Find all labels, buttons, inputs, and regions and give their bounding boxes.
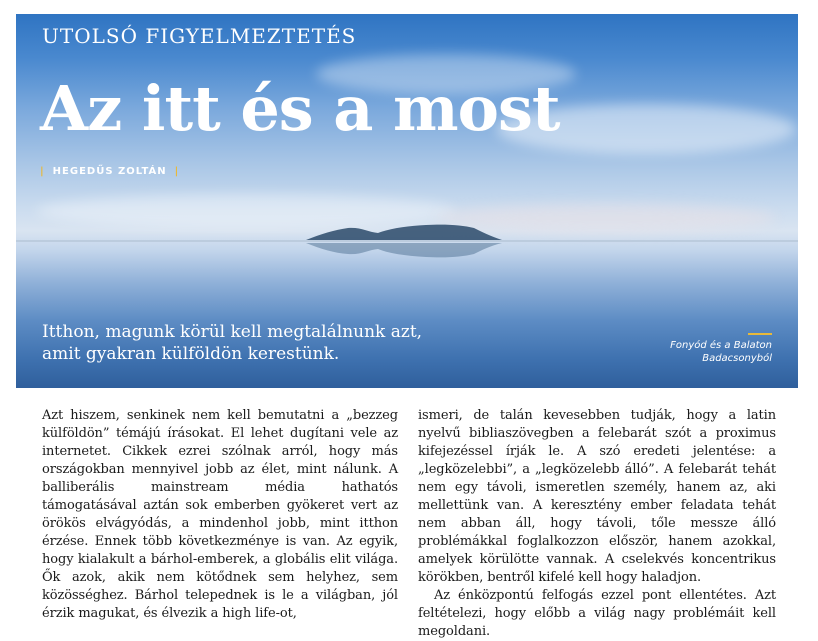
photo-caption — [670, 339, 772, 365]
subheadline: Itthon, magunk körül kell megtalálnunk azt, amit gyakran külföldön kerestünk. — [42, 322, 423, 364]
article-column-right — [418, 407, 776, 641]
byline-bar: | — [174, 166, 180, 177]
article-column-left — [42, 407, 398, 623]
byline-bar: | — [40, 166, 45, 177]
byline — [40, 166, 187, 177]
caption-line: Fonyód és a Balaton — [670, 340, 772, 351]
section-label: UTOLSÓ FIGYELMEZTETÉS — [42, 24, 357, 48]
body-paragraph: Azt hiszem, senkinek nem kell bemutatni a „bezzeg külföldön” témájú írásokat. El lehet dugítani vele az internetet. Cikkek ezrei szólnak arról, hogy más országokban mennyivel jobb az élet, mint nálunk. A balliberális mainstream média hathatós támogatásával aztán sok emberben gyökeret vert az örökös elvágyódás, a mindenhol jobb, mint itthon érzése. Ennek több következménye is van. Az egyik, hogy kialakult a bárhol-emberek, a globális elit világa. Ők azok, akik nem kötődnek sem helyhez, sem közösséghez. Bárhol telepednek is le a világban, jól érzik magukat, és élvezik a high life-ot, — [42, 408, 398, 621]
caption-rule — [748, 333, 772, 335]
body-paragraph: Az énközpontú felfogás ezzel pont ellentétes. Azt feltételezi, hogy előbb a világ nagy problémáit kell megoldani. — [418, 588, 776, 639]
horizon-line — [16, 240, 798, 242]
body-paragraph: ismeri, de talán kevesebben tudják, hogy a latin nyelvű bibliaszövegben a felebarát szót a proximus kifejezéssel írják le. A szó eredeti jelentése: a „legközelebbi”, a „legközelebb álló”. A felebarát tehát nem egy távoli, ismeretlen személy, hanem az, aki mellettünk van. A keresztény ember feladata tehát nem abban áll, hogy távoli, tőle messze álló problémákkal foglalkozzon először, hanem azokkal, amelyek körülötte vannak. A cselekvés koncentrikus körökben, bentről kifelé kell hogy haladjon. — [418, 408, 776, 585]
hero-photo — [16, 14, 798, 388]
author-name: HEGEDŰS ZOLTÁN — [52, 166, 167, 177]
caption-line: Badacsonyból — [702, 353, 772, 364]
headline: Az itt és a most — [40, 72, 560, 145]
